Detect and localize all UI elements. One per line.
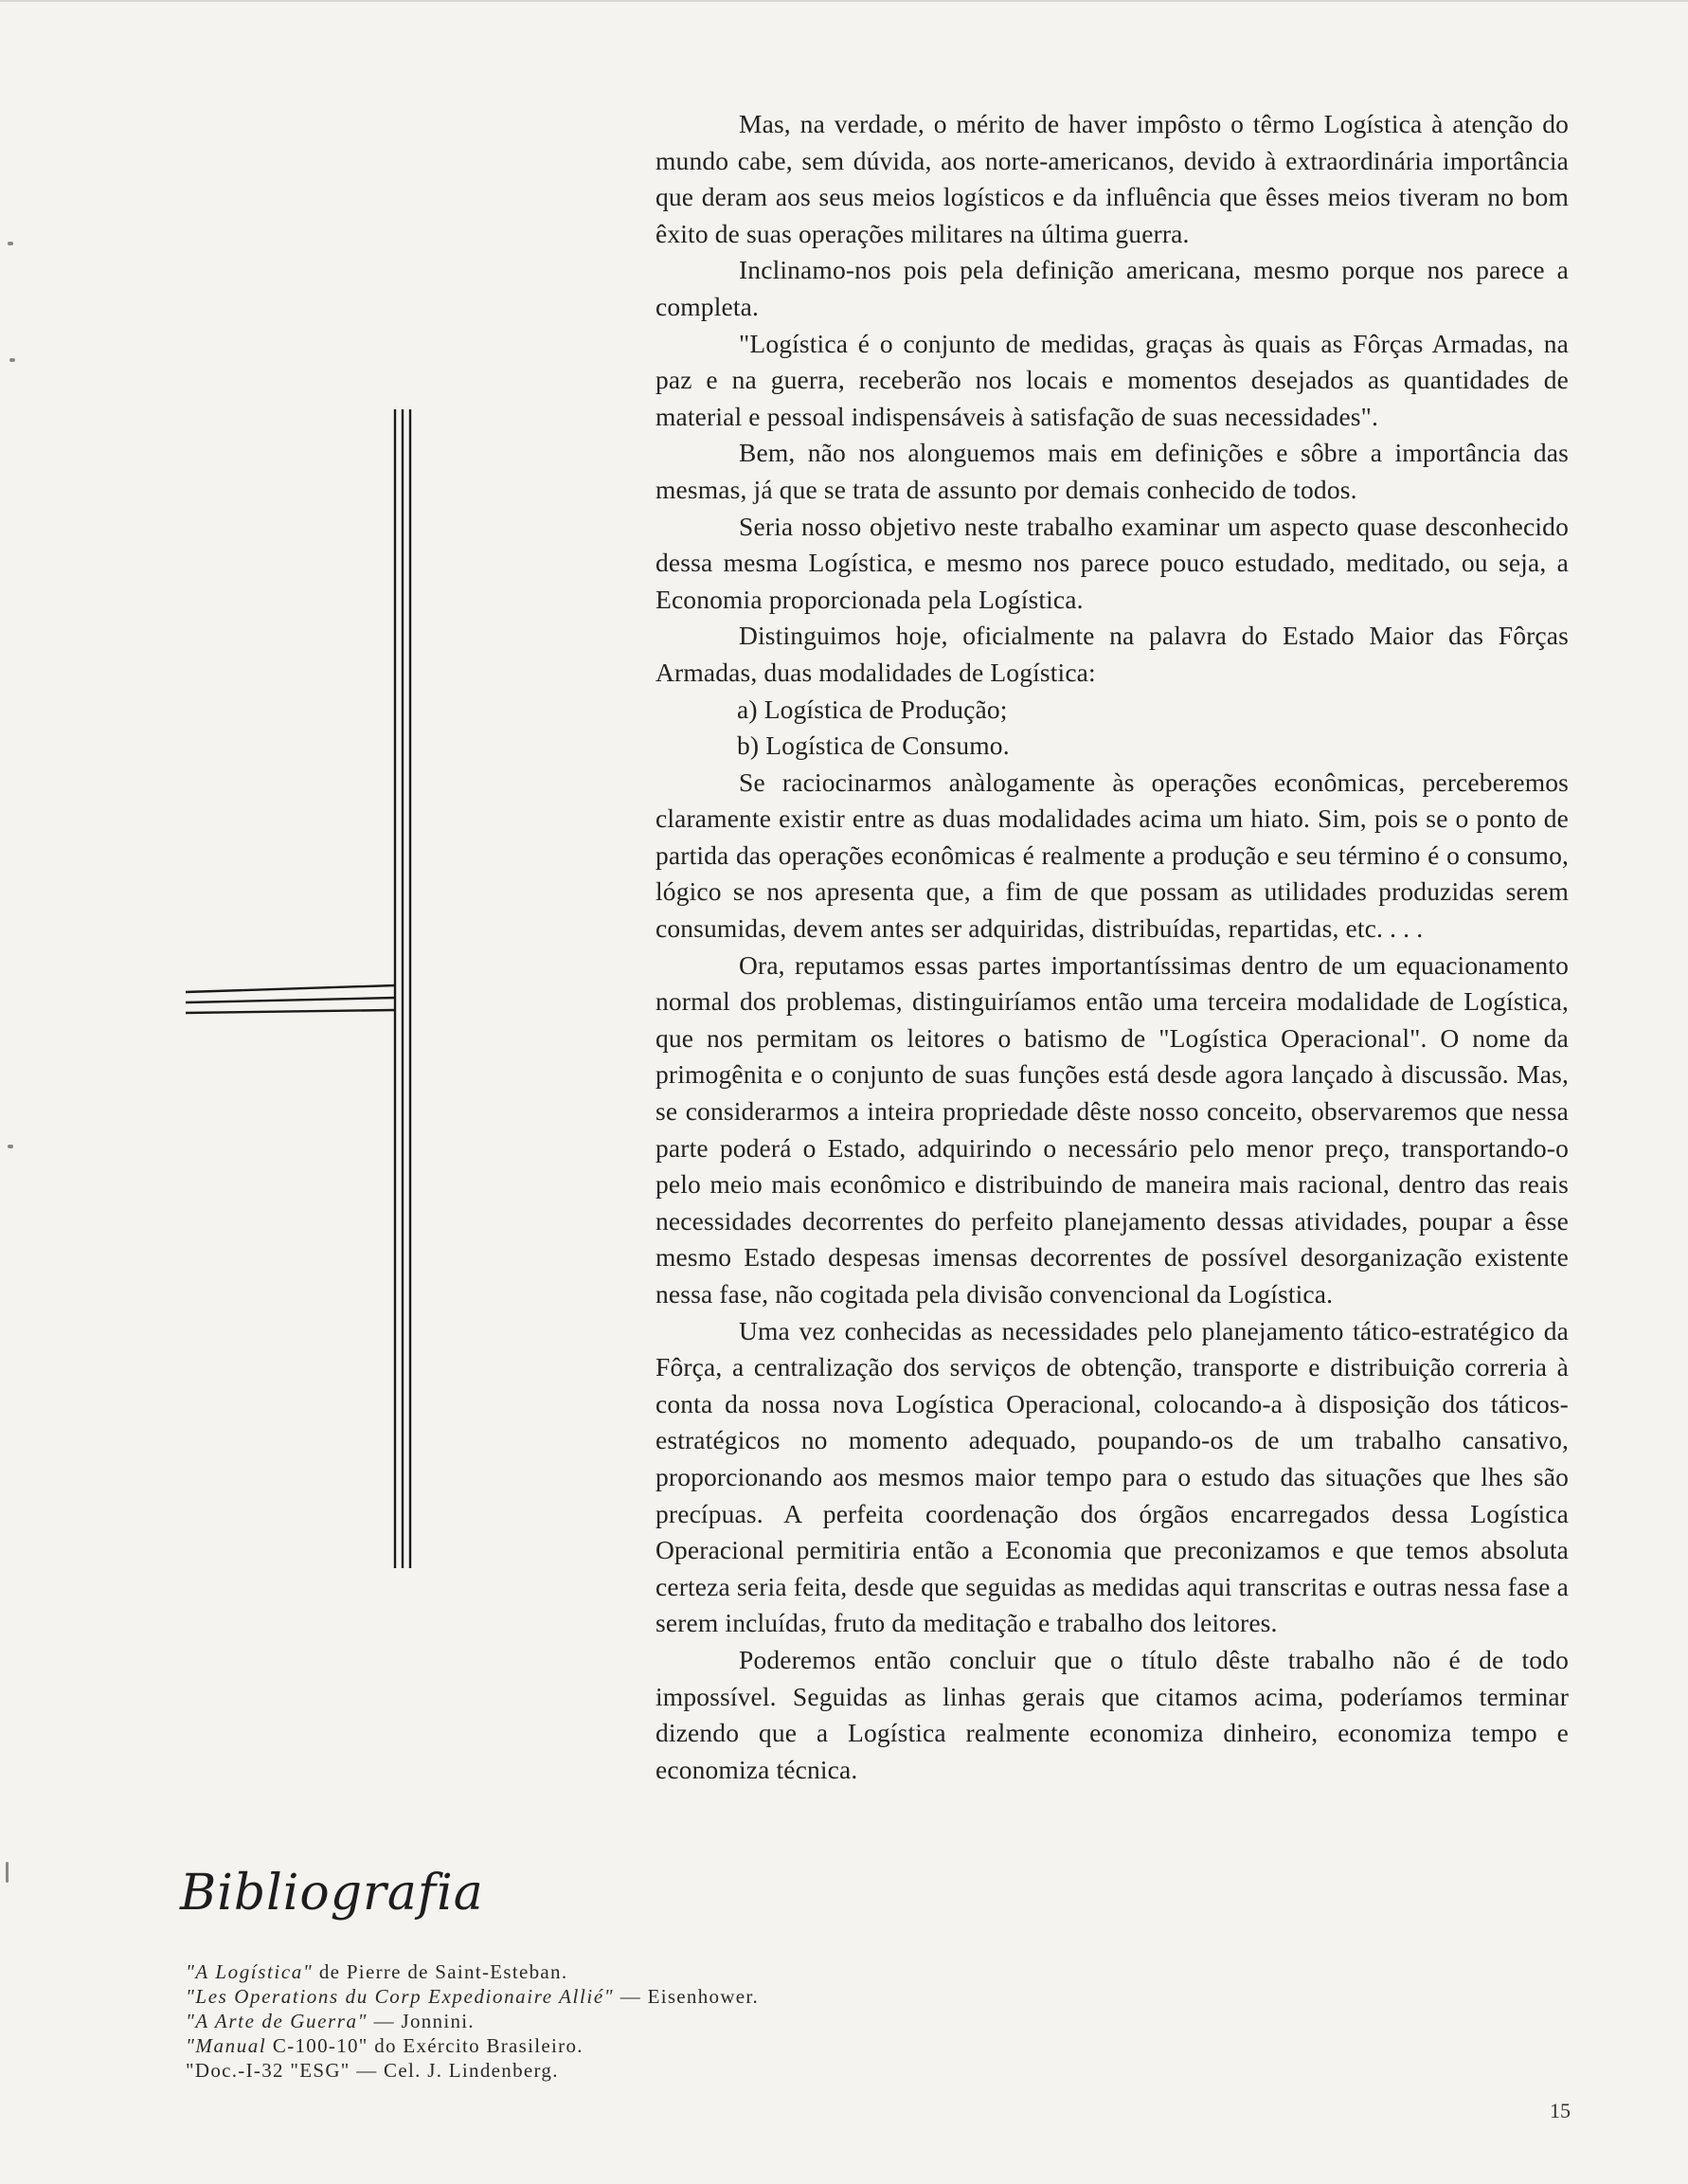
bibliography-author: — Jonnini.: [368, 2010, 475, 2032]
scan-speck: [6, 1862, 9, 1883]
paragraph: Seria nosso objetivo neste trabalho examinar um aspecto quase desconhecido dessa mesma Logística, e mesmo nos parece pouco estudado, meditado, ou seja, a Economia proporcionada pela Logística.: [655, 511, 1569, 614]
scan-speck: [9, 358, 15, 362]
bibliography-title: Bibliografia: [180, 1865, 484, 1922]
bibliography-work-title: "A Logística": [186, 1960, 314, 1983]
paragraph: Distinguimos hoje, oficialmente na palavra do Estado Maior das Fôrças Armadas, duas modalidades de Logística:: [655, 621, 1569, 687]
list-item: a) Logística de Produção;: [737, 694, 1008, 724]
bibliography-list: [186, 1959, 759, 2083]
bibliography-author: de Pierre de Saint-Esteban.: [313, 1960, 568, 1983]
paragraph: Inclinamo-nos pois pela definição americana, mesmo porque nos parece a completa.: [655, 255, 1569, 321]
bibliography-work-title: "A Arte de Guerra": [186, 2010, 368, 2032]
bibliography-work-title: "Manual: [186, 2034, 267, 2057]
paragraph: Mas, na verdade, o mérito de haver impôsto o têrmo Logística à atenção do mundo cabe, sem dúvida, aos norte-americanos, devido à extraordinária importância que deram aos seus meios logísticos e da influência que êsses meios tiveram no bom êxito de suas operações militares na última guerra.: [655, 109, 1569, 248]
bibliography-entry: [186, 1984, 759, 2009]
scan-speck: [8, 1145, 13, 1148]
paragraph: Bem, não nos alonguemos mais em definições e sôbre a importância das mesmas, já que se trata de assunto por demais conhecido de todos.: [655, 438, 1569, 504]
bibliography-author: "Doc.-I-32 "ESG" — Cel. J. Lindenberg.: [186, 2059, 559, 2082]
bibliography-work-title: "Les Operations du Corp Expedionaire Allié": [186, 1985, 615, 2008]
bibliography-author: — Eisenhower.: [614, 1985, 760, 2008]
bibliography-entry: [186, 2033, 759, 2058]
page-number: 15: [1550, 2099, 1571, 2122]
scan-speck: [8, 242, 13, 245]
list-item: b) Logística de Consumo.: [737, 731, 1010, 761]
bibliography-author: C-100-10" do Exército Brasileiro.: [266, 2034, 584, 2057]
paragraph: "Logística é o conjunto de medidas, graças às quais as Fôrças Armadas, na paz e na guerra, receberão nos locais e momentos desejados as quantidades de material e pessoal indispensáveis à satisfação de suas necessidades".: [655, 328, 1569, 431]
bibliography-entry: [186, 2058, 759, 2083]
bibliography-entry: [186, 2009, 759, 2033]
bibliography-entry: [186, 1959, 759, 1984]
paragraph: Uma vez conhecidas as necessidades pelo planejamento tático-estratégico da Fôrça, a centralização dos serviços de obtenção, transporte e distribuição correria à conta da nossa nova Logística Operacional, colocando-a à disposição dos táticos-estratégicos no momento adequado, poupando-os de um trabalho cansativo, proporcionando aos mesmos maior tempo para o estudo das situações que lhes são precípuas. A perfeita coordenação dos órgãos encarregados dessa Logística Operacional permitiria então a Economia que preconizamos e que temos absoluta certeza seria feita, desde que seguidas as medidas aqui transcritas e outras nessa fase a serem incluídas, fruto da meditação e trabalho dos leitores.: [655, 1315, 1569, 1638]
paragraph: Poderemos então concluir que o título dêste trabalho não é de todo impossível. Seguidas as linhas gerais que citamos acima, poderíamos terminar dizendo que a Logística realmente economiza dinheiro, economiza tempo e economiza técnica.: [655, 1644, 1569, 1784]
paragraph: Ora, reputamos essas partes importantíssimas dentro de um equacionamento normal dos problemas, distinguiríamos então uma terceira modalidade de Logística, que nos permitam os leitores o batismo de "Logística Operacional". O nome da primogênita e o conjunto de suas funções está desde agora lançado à discussão. Mas, se considerarmos a inteira propriedade dêste nosso conceito, observaremos que nessa parte poderá o Estado, adquirindo o necessário pelo menor preço, transportando-o pelo meio mais econômico e distribuindo de maneira mais racional, dentro das reais necessidades decorrentes do perfeito planejamento dessas atividades, poupar a êsse mesmo Estado despesas imensas decorrentes de possível desorganização existente nessa fase, não cogitada pela divisão convencional da Logística.: [655, 949, 1569, 1309]
article-body: [655, 106, 1569, 1788]
paragraph: Se raciocinarmos anàlogamente às operações econômicas, perceberemos claramente existir entre as duas modalidades acima um hiato. Sim, pois se o ponto de partida das operações econômicas é realmente a produção e seu término é o consumo, lógico se nos apresenta que, a fim de que possam as utilidades produzidas serem consumidas, devem antes ser adquiridas, distribuídas, repartidas, etc. . . .: [655, 767, 1569, 944]
